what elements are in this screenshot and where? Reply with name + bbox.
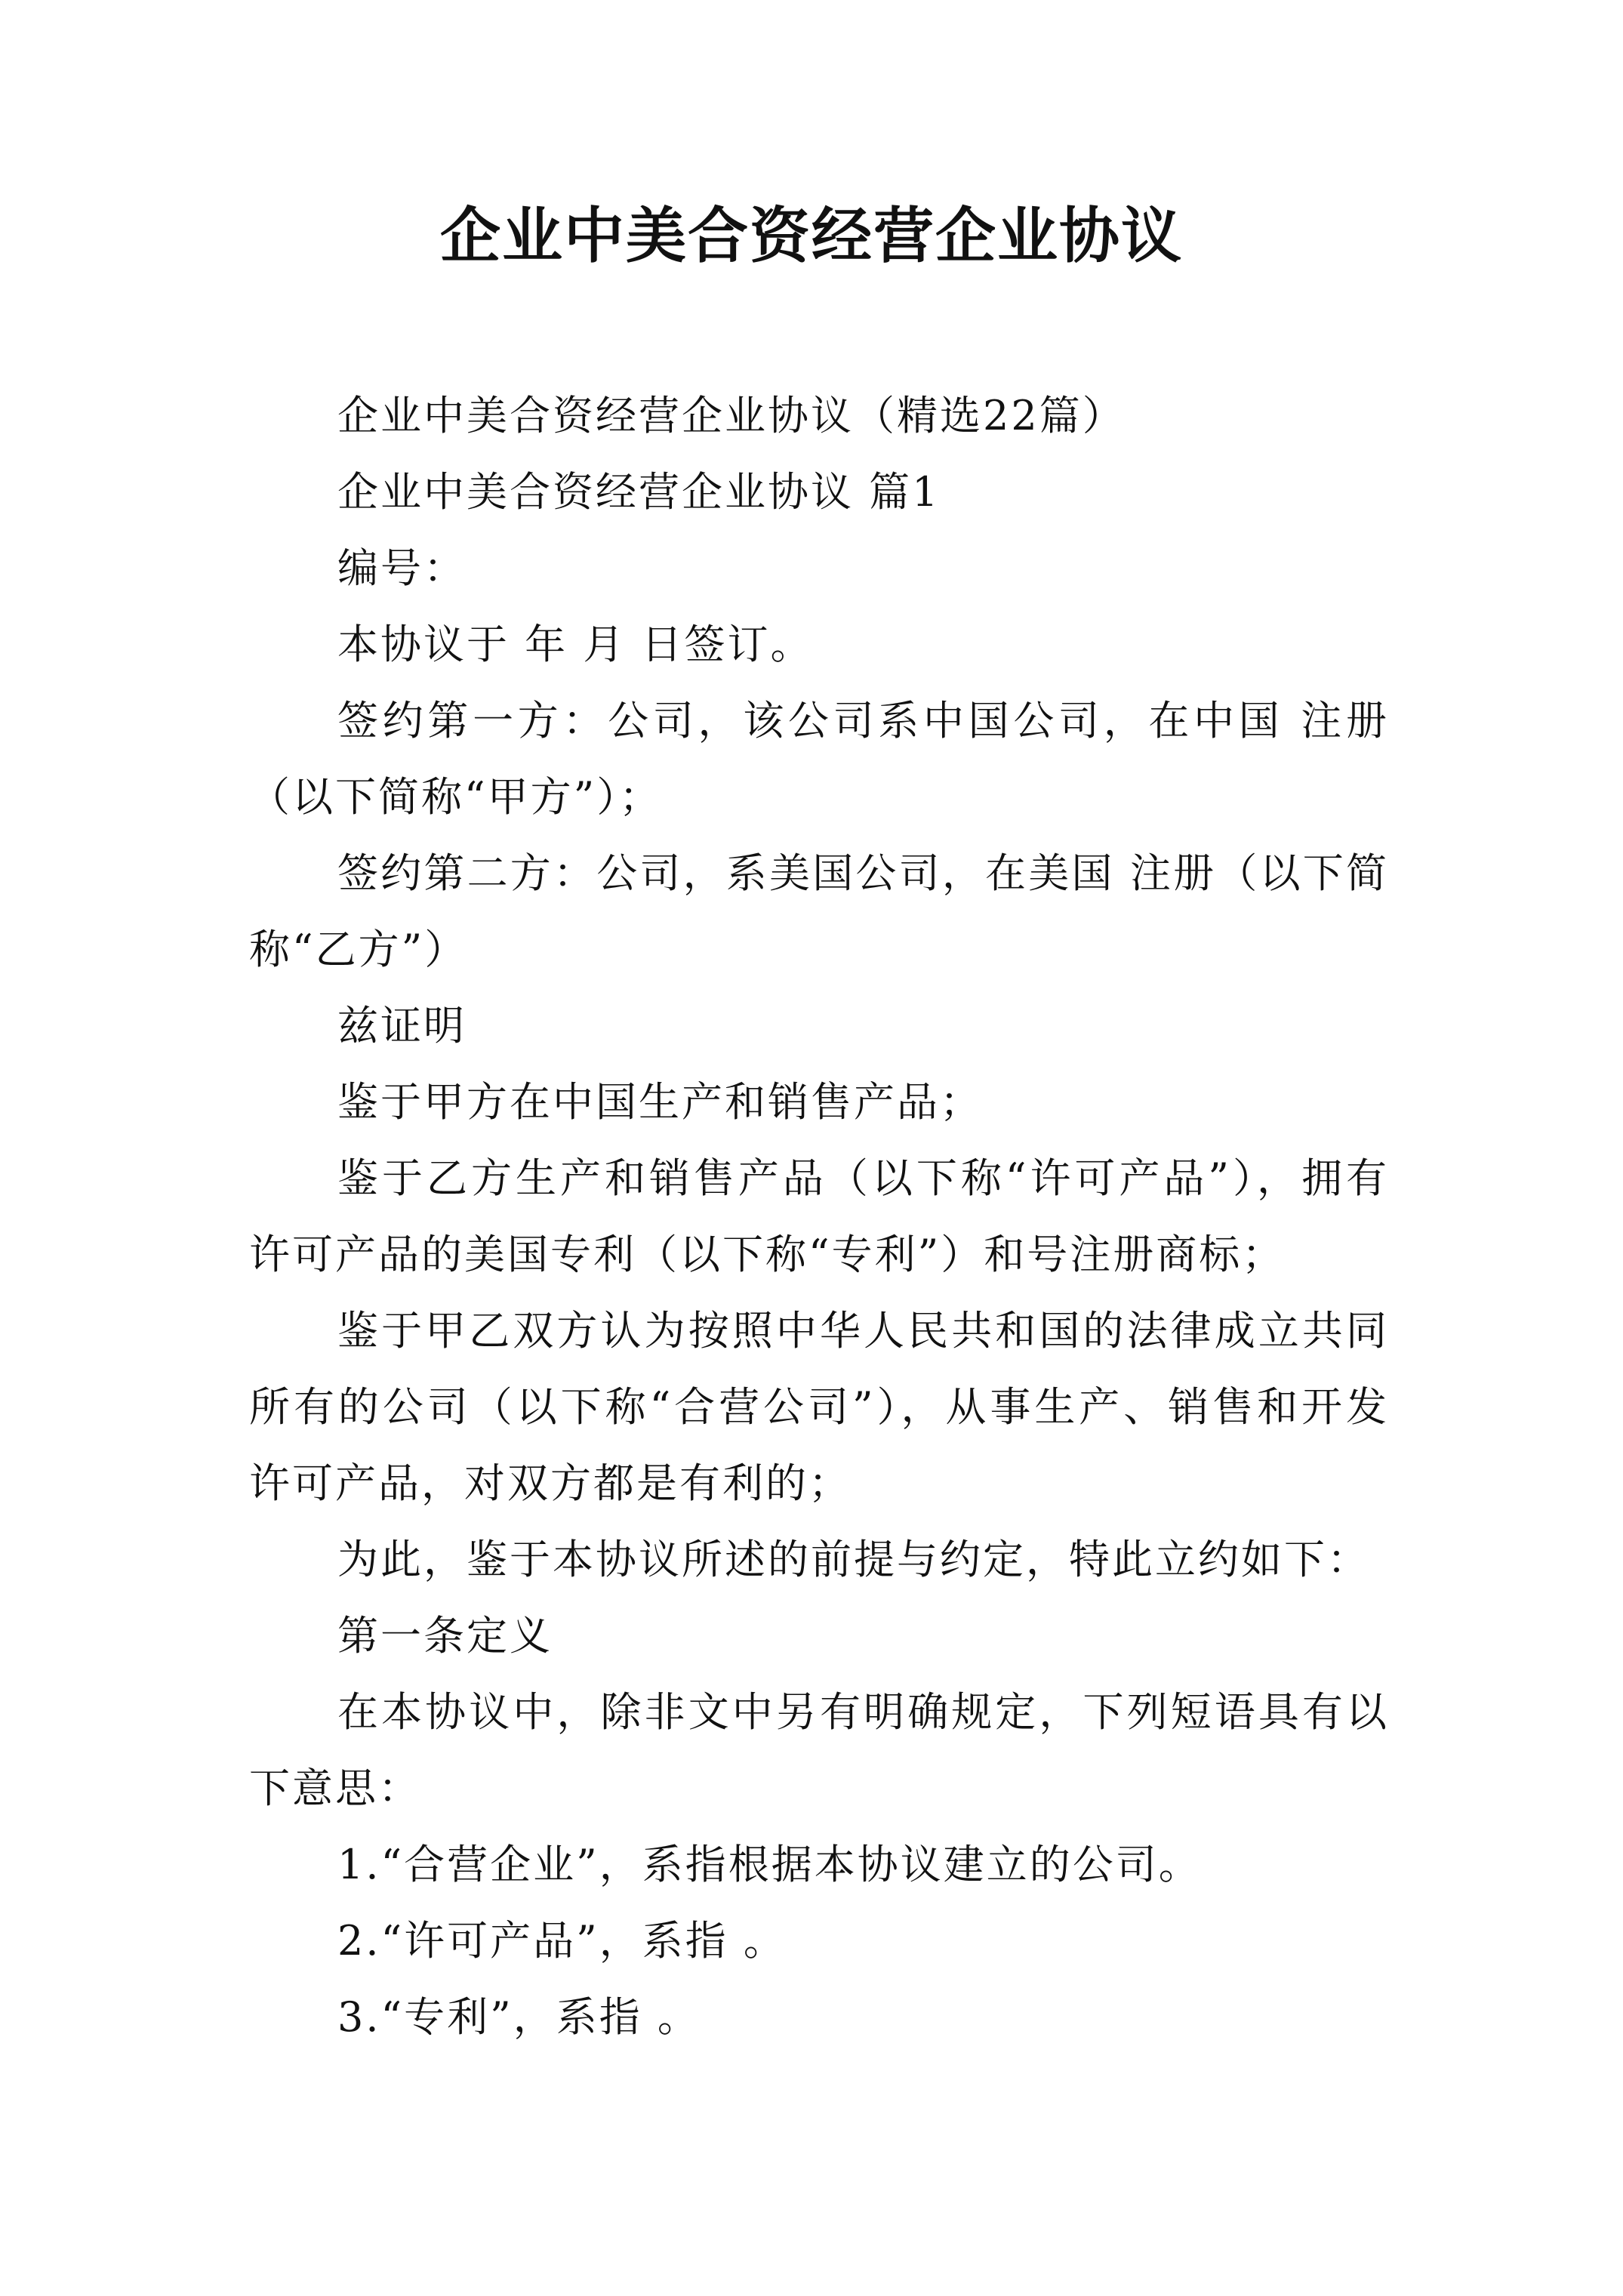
paragraph-recital-3: 鉴于甲乙双方认为按照中华人民共和国的法律成立共同所有的公司（以下称“合营公司”），从事生产、销售和开发许可产品，对双方都是有利的； (249, 1307, 1389, 1507)
paragraph-definition-1: 1.“合营企业”，系指根据本协议建立的公司。 (337, 1841, 1202, 1888)
paragraph-recital-2: 鉴于乙方生产和销售产品（以下称“许可产品”），拥有许可产品的美国专利（以下称“专利”）和号注册商标； (249, 1154, 1389, 1278)
paragraph-article-1-heading: 第一条定义 (337, 1612, 553, 1660)
paragraph-definition-3: 3.“专利”，系指 。 (337, 1993, 701, 2041)
paragraph-party-a: 签约第一方：公司，该公司系中国公司，在中国 注册（以下简称“甲方”）； (249, 697, 1389, 821)
paragraph-signing-date: 本协议于 年 月 日签订。 (337, 621, 814, 668)
paragraph-party-b: 签约第二方：公司，系美国公司，在美国 注册（以下简称“乙方”） (249, 849, 1389, 973)
paragraph-number-label: 编号： (337, 544, 467, 592)
paragraph-definitions-intro: 在本协议中，除非文中另有明确规定，下列短语具有以下意思： (249, 1688, 1389, 1812)
paragraph-recital-1: 鉴于甲方在中国生产和销售产品； (337, 1078, 983, 1126)
paragraph-agreement: 为此，鉴于本协议所述的前提与约定，特此立约如下： (337, 1536, 1370, 1583)
paragraph-section-heading: 企业中美合资经营企业协议 篇1 (337, 468, 941, 516)
document-title: 企业中美合资经营企业协议 (440, 200, 1183, 271)
paragraph-witnesseth: 兹证明 (337, 1002, 467, 1049)
paragraph-definition-2: 2.“许可产品”，系指 。 (337, 1917, 787, 1965)
document-body (249, 378, 1389, 2055)
paragraph-subtitle: 企业中美合资经营企业协议（精选22篇） (337, 392, 1126, 439)
